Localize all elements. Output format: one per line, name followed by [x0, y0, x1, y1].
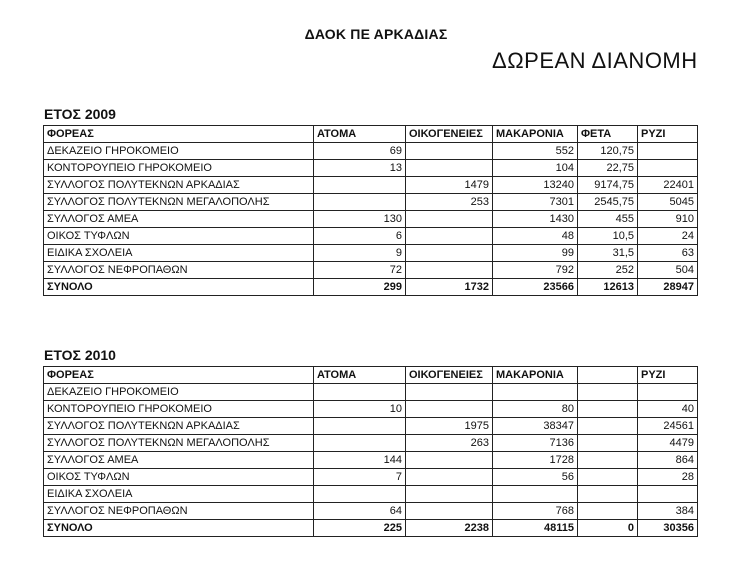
table-row	[44, 160, 698, 177]
table-cell	[578, 435, 638, 452]
table-cell: 24561	[638, 418, 698, 435]
table-cell: 5045	[638, 194, 698, 211]
table-cell	[578, 452, 638, 469]
table-cell: 23566	[493, 279, 578, 296]
table-cell: ΔΕΚΑΖΕΙΟ ΓΗΡΟΚΟΜΕΙΟ	[44, 384, 314, 401]
table-cell: 1732	[406, 279, 493, 296]
table-cell: ΣΥΛΛΟΓΟΣ ΠΟΛΥΤΕΚΝΩΝ ΜΕΓΑΛΟΠΟΛΗΣ	[44, 194, 314, 211]
table-cell	[314, 435, 406, 452]
table-cell: 56	[493, 469, 578, 486]
column-header: ΦΕΤΑ	[578, 126, 638, 143]
table-cell	[406, 452, 493, 469]
table-cell: ΣΥΛΛΟΓΟΣ ΝΕΦΡΟΠΑΘΩΝ	[44, 262, 314, 279]
table-cell: ΣΥΛΛΟΓΟΣ ΠΟΛΥΤΕΚΝΩΝ ΜΕΓΑΛΟΠΟΛΗΣ	[44, 435, 314, 452]
table-header-row	[44, 367, 698, 384]
table-cell: ΕΙΔΙΚΑ ΣΧΟΛΕΙΑ	[44, 486, 314, 503]
column-header: ΑΤΟΜΑ	[314, 126, 406, 143]
table-cell: 48115	[493, 520, 578, 537]
table-cell	[638, 384, 698, 401]
table-cell: ΣΥΛΛΟΓΟΣ ΝΕΦΡΟΠΑΘΩΝ	[44, 503, 314, 520]
table-cell	[314, 418, 406, 435]
table-cell: ΣΥΛΛΟΓΟΣ ΠΟΛΥΤΕΚΝΩΝ ΑΡΚΑΔΙΑΣ	[44, 418, 314, 435]
table-cell: 1975	[406, 418, 493, 435]
table-cell	[578, 401, 638, 418]
table-cell: 864	[638, 452, 698, 469]
table-cell	[578, 486, 638, 503]
table-cell: 4479	[638, 435, 698, 452]
table-cell	[406, 401, 493, 418]
table-cell	[493, 486, 578, 503]
table-cell: 69	[314, 143, 406, 160]
table-cell: 7136	[493, 435, 578, 452]
table-cell: ΟΙΚΟΣ ΤΥΦΛΩΝ	[44, 469, 314, 486]
table-cell: 792	[493, 262, 578, 279]
table-cell: ΚΟΝΤΟΡΟΥΠΕΙΟ ΓΗΡΟΚΟΜΕΙΟ	[44, 401, 314, 418]
table-row	[44, 211, 698, 228]
table-cell: 384	[638, 503, 698, 520]
table-cell	[578, 418, 638, 435]
table-row	[44, 401, 698, 418]
column-header: ΡΥΖΙ	[638, 126, 698, 143]
table-header-row	[44, 126, 698, 143]
table-cell: 22,75	[578, 160, 638, 177]
table-cell: 10,5	[578, 228, 638, 245]
table-cell: 252	[578, 262, 638, 279]
table-cell: ΣΥΝΟΛΟ	[44, 520, 314, 537]
table-cell: 22401	[638, 177, 698, 194]
table-row	[44, 486, 698, 503]
table-cell: ΟΙΚΟΣ ΤΥΦΛΩΝ	[44, 228, 314, 245]
table-cell: 2545,75	[578, 194, 638, 211]
table-cell: 144	[314, 452, 406, 469]
table-cell: 10	[314, 401, 406, 418]
table-cell: 768	[493, 503, 578, 520]
table-cell: 0	[578, 520, 638, 537]
table-cell	[638, 143, 698, 160]
table-row	[44, 384, 698, 401]
table-cell: 504	[638, 262, 698, 279]
table-cell	[406, 228, 493, 245]
table-cell: 40	[638, 401, 698, 418]
table-cell	[578, 469, 638, 486]
column-header: ΟΙΚΟΓΕΝΕΙΕΣ	[406, 367, 493, 384]
table-cell: 64	[314, 503, 406, 520]
table-cell: 28947	[638, 279, 698, 296]
table-cell	[578, 384, 638, 401]
table-cell: 63	[638, 245, 698, 262]
table-cell	[406, 245, 493, 262]
table-cell: 24	[638, 228, 698, 245]
table-row	[44, 245, 698, 262]
table-row	[44, 452, 698, 469]
table-cell: 9174,75	[578, 177, 638, 194]
table-row	[44, 228, 698, 245]
document-subtitle: ΔΩΡΕΑΝ ΔΙΑΝΟΜΗ	[492, 48, 698, 73]
table-cell: 455	[578, 211, 638, 228]
table-cell	[406, 160, 493, 177]
table-cell: ΣΥΝΟΛΟ	[44, 279, 314, 296]
column-header: ΡΥΖΙ	[638, 367, 698, 384]
table-cell: 910	[638, 211, 698, 228]
table-cell: 31,5	[578, 245, 638, 262]
table-cell: ΚΟΝΤΟΡΟΥΠΕΙΟ ΓΗΡΟΚΟΜΕΙΟ	[44, 160, 314, 177]
table-cell	[314, 177, 406, 194]
table-cell: ΣΥΛΛΟΓΟΣ ΑΜΕΑ	[44, 452, 314, 469]
year-label-2010: ΕΤΟΣ 2010	[44, 347, 116, 363]
table-cell	[406, 469, 493, 486]
table-cell: 7	[314, 469, 406, 486]
table-cell	[406, 486, 493, 503]
table-cell	[314, 384, 406, 401]
column-header: ΟΙΚΟΓΕΝΕΙΕΣ	[406, 126, 493, 143]
column-header: ΦΟΡΕΑΣ	[44, 367, 314, 384]
table-row	[44, 503, 698, 520]
table-cell: ΕΙΔΙΚΑ ΣΧΟΛΕΙΑ	[44, 245, 314, 262]
table-cell: 12613	[578, 279, 638, 296]
table-cell: 9	[314, 245, 406, 262]
year-label-2009: ΕΤΟΣ 2009	[44, 106, 116, 122]
table-cell: 552	[493, 143, 578, 160]
column-header: ΑΤΟΜΑ	[314, 367, 406, 384]
table-cell: 28	[638, 469, 698, 486]
table-cell: 7301	[493, 194, 578, 211]
column-header: ΜΑΚΑΡΟΝΙΑ	[493, 367, 578, 384]
table-cell	[406, 211, 493, 228]
table-cell	[406, 262, 493, 279]
table-cell	[638, 160, 698, 177]
table-row	[44, 469, 698, 486]
table-cell: 253	[406, 194, 493, 211]
column-header: ΜΑΚΑΡΟΝΙΑ	[493, 126, 578, 143]
table-cell: 1430	[493, 211, 578, 228]
table-cell: 72	[314, 262, 406, 279]
table-cell	[314, 486, 406, 503]
table-cell: 2238	[406, 520, 493, 537]
table-cell: 1479	[406, 177, 493, 194]
table-cell: 120,75	[578, 143, 638, 160]
table-cell: 225	[314, 520, 406, 537]
table-row	[44, 177, 698, 194]
table-cell: 13	[314, 160, 406, 177]
table-total-row	[44, 520, 698, 537]
table-cell: ΣΥΛΛΟΓΟΣ ΠΟΛΥΤΕΚΝΩΝ ΑΡΚΑΔΙΑΣ	[44, 177, 314, 194]
table-cell: 263	[406, 435, 493, 452]
table-cell: 1728	[493, 452, 578, 469]
table-cell	[406, 143, 493, 160]
table-cell: ΣΥΛΛΟΓΟΣ ΑΜΕΑ	[44, 211, 314, 228]
distribution-table-2009	[43, 125, 698, 296]
table-cell: 6	[314, 228, 406, 245]
table-cell: 38347	[493, 418, 578, 435]
table-row	[44, 194, 698, 211]
table-row	[44, 418, 698, 435]
distribution-table-2010	[43, 366, 698, 537]
table-cell: 13240	[493, 177, 578, 194]
document-title: ΔΑΟΚ ΠΕ ΑΡΚΑΔΙΑΣ	[304, 26, 448, 42]
table-row	[44, 143, 698, 160]
table-cell	[406, 503, 493, 520]
table-cell: 99	[493, 245, 578, 262]
table-cell: 30356	[638, 520, 698, 537]
table-cell	[638, 486, 698, 503]
table-cell	[493, 384, 578, 401]
table-cell: 48	[493, 228, 578, 245]
table-cell: 80	[493, 401, 578, 418]
table-cell	[578, 503, 638, 520]
table-cell: 130	[314, 211, 406, 228]
table-row	[44, 435, 698, 452]
table-cell: 299	[314, 279, 406, 296]
table-row	[44, 262, 698, 279]
table-total-row	[44, 279, 698, 296]
table-cell: 104	[493, 160, 578, 177]
table-cell	[314, 194, 406, 211]
column-header	[578, 367, 638, 384]
table-cell	[406, 384, 493, 401]
table-cell: ΔΕΚΑΖΕΙΟ ΓΗΡΟΚΟΜΕΙΟ	[44, 143, 314, 160]
column-header: ΦΟΡΕΑΣ	[44, 126, 314, 143]
